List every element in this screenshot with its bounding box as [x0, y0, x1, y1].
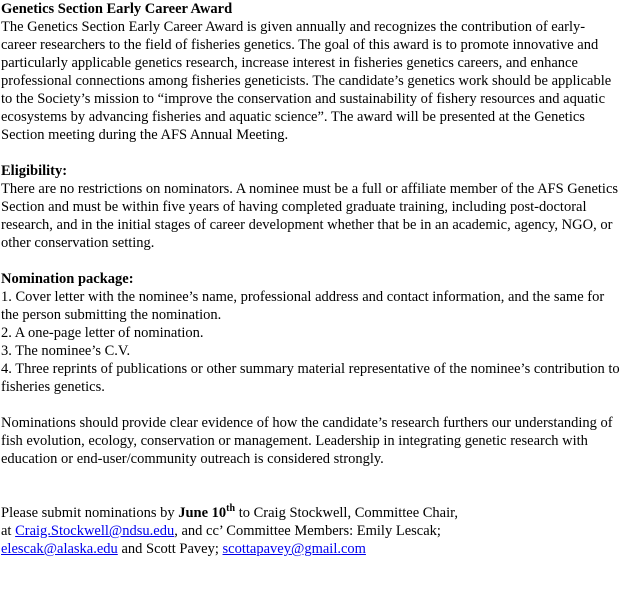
nomination-package-list — [1, 288, 620, 396]
list-item: 2. A one-page letter of nomination. — [1, 325, 204, 341]
list-item: 4. Three reprints of publications or other summary material representative of the nominee’s contribution to fisheries genetics. — [1, 361, 620, 395]
award-title: Genetics Section Early Career Award — [1, 1, 233, 17]
spacer — [1, 396, 620, 414]
submission-intro: Please submit nominations by — [1, 505, 179, 521]
list-item: 1. Cover letter with the nominee’s name, professional address and contact information, and the same for the person submitting the nomination. — [1, 289, 605, 323]
spacer — [1, 468, 620, 504]
member1-email-link[interactable]: elescak@alaska.edu — [1, 541, 118, 557]
chair-email-link[interactable]: Craig.Stockwell@ndsu.edu — [15, 523, 175, 539]
spacer — [1, 144, 620, 162]
cc-text: , and cc’ Committee Members: Emily Lescak; — [174, 523, 441, 539]
list-item: 3. The nominee’s C.V. — [1, 343, 131, 359]
deadline-main: June 10 — [178, 505, 227, 521]
deadline-suffix: th — [226, 503, 236, 515]
spacer — [1, 252, 620, 270]
guidance-text: Nominations should provide clear evidence of how the candidate’s research furthers our understanding of fish evolution, ecology, conservation or management. Leadership in integrating genetic research with education or end-user/community outreach is considered strongly. — [1, 415, 613, 467]
eligibility-heading: Eligibility: — [1, 163, 68, 179]
to-chair-text: to Craig Stockwell, Committee Chair, — [235, 505, 459, 521]
at-text: at — [1, 523, 16, 539]
and-text: and Scott Pavey; — [117, 541, 223, 557]
deadline-date — [178, 505, 235, 521]
eligibility-text: There are no restrictions on nominators. A nominee must be a full or affiliate member of the AFS Genetics Section and must be within five years of having completed graduate training, including post-doctoral research, and in the initial stages of career development whether that be in an academic, agency, NGO, or other conservation setting. — [1, 181, 619, 251]
submission-paragraph — [1, 504, 620, 558]
award-description: The Genetics Section Early Career Award is given annually and recognizes the contribution of early-career researchers to the field of fisheries genetics. The goal of this award is to promote innovative and particularly applicable genetics research, increase interest in fisheries genetics careers, and enhance professional connections among fisheries geneticists. The candidate’s genetics work should be applicable to the Society’s mission to “improve the conservation and sustainability of fishery resources and aquatic ecosystems by advancing fisheries and aquatic science”. The award will be presented at the Genetics Section meeting during the AFS Annual Meeting. — [1, 19, 612, 143]
member2-email-link[interactable]: scottapavey@gmail.com — [222, 541, 366, 557]
nomination-package-heading: Nomination package: — [1, 271, 134, 287]
